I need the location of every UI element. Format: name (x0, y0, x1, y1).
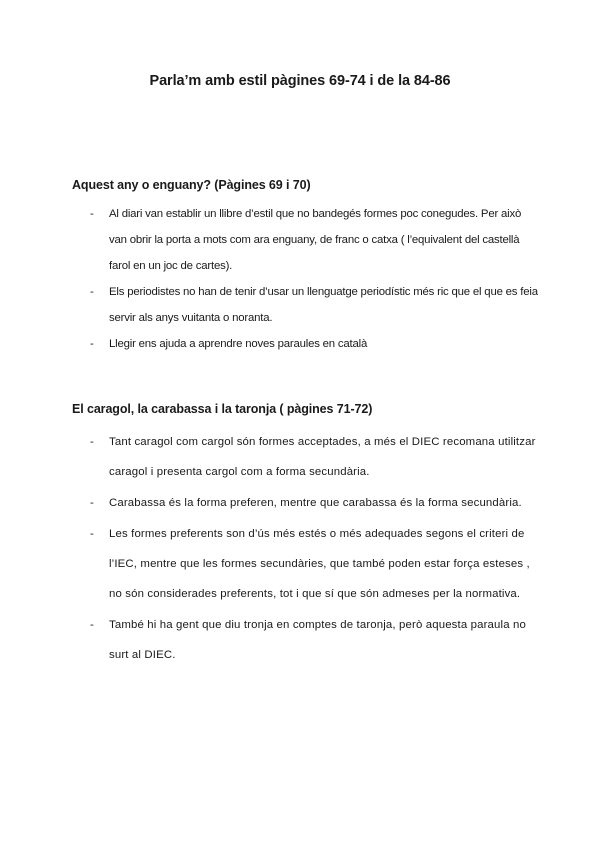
dash-marker: - (90, 338, 94, 350)
list-item-text: Les formes preferents son d’ús més estés o més adequades segons el criteri de l’IEC, mentre que les formes secundàries, que també poden estar força esteses , no són considerades preferents, tot i que sí que són admeses per la normativa. (109, 528, 530, 600)
list-item-text: Carabassa és la forma preferen, mentre que carabassa és la forma secundària. (109, 497, 522, 509)
section-heading: El caragol, la carabassa i la taronja ( pàgines 71-72) (72, 402, 373, 416)
list-item-text: Llegir ens ajuda a aprendre noves paraules en català (109, 338, 368, 350)
section-heading: Aquest any o enguany? (Pàgines 69 i 70) (72, 178, 311, 192)
dash-marker: - (90, 436, 94, 448)
bullet-list (72, 201, 540, 357)
section-caragol (72, 402, 540, 671)
dash-marker: - (90, 528, 94, 540)
list-item (72, 279, 540, 331)
bullet-list (72, 427, 540, 670)
dash-marker: - (90, 286, 94, 298)
list-item-text: Al diari van establir un llibre d’estil que no bandegés formes poc conegudes. Per això van obrir la porta a mots com ara enguany, de franc o catxa ( l’equivalent del castellà farol en un joc de cartes). (109, 208, 522, 272)
list-item (72, 519, 540, 609)
dash-marker: - (90, 497, 94, 509)
list-item-text: Tant caragol com cargol són formes acceptades, a més el DIEC recomana utilitzar caragol i presenta cargol com a forma secundària. (109, 436, 536, 478)
document-title: Parla’m amb estil pàgines 69-74 i de la 84-86 (149, 73, 451, 89)
dash-marker: - (90, 619, 94, 631)
dash-marker: - (90, 208, 94, 220)
list-item (72, 610, 540, 670)
list-item-text: Els periodistes no han de tenir d’usar un llenguatge periodístic més ric que el que es feia servir als anys vuitanta o noranta. (109, 286, 538, 324)
list-item (72, 201, 540, 279)
list-item (72, 488, 540, 518)
list-item (72, 427, 540, 487)
list-item (72, 331, 540, 357)
list-item-text: També hi ha gent que diu tronja en comptes de taronja, però aquesta paraula no surt al DIEC. (109, 619, 526, 661)
section-aquest-any (72, 178, 540, 357)
